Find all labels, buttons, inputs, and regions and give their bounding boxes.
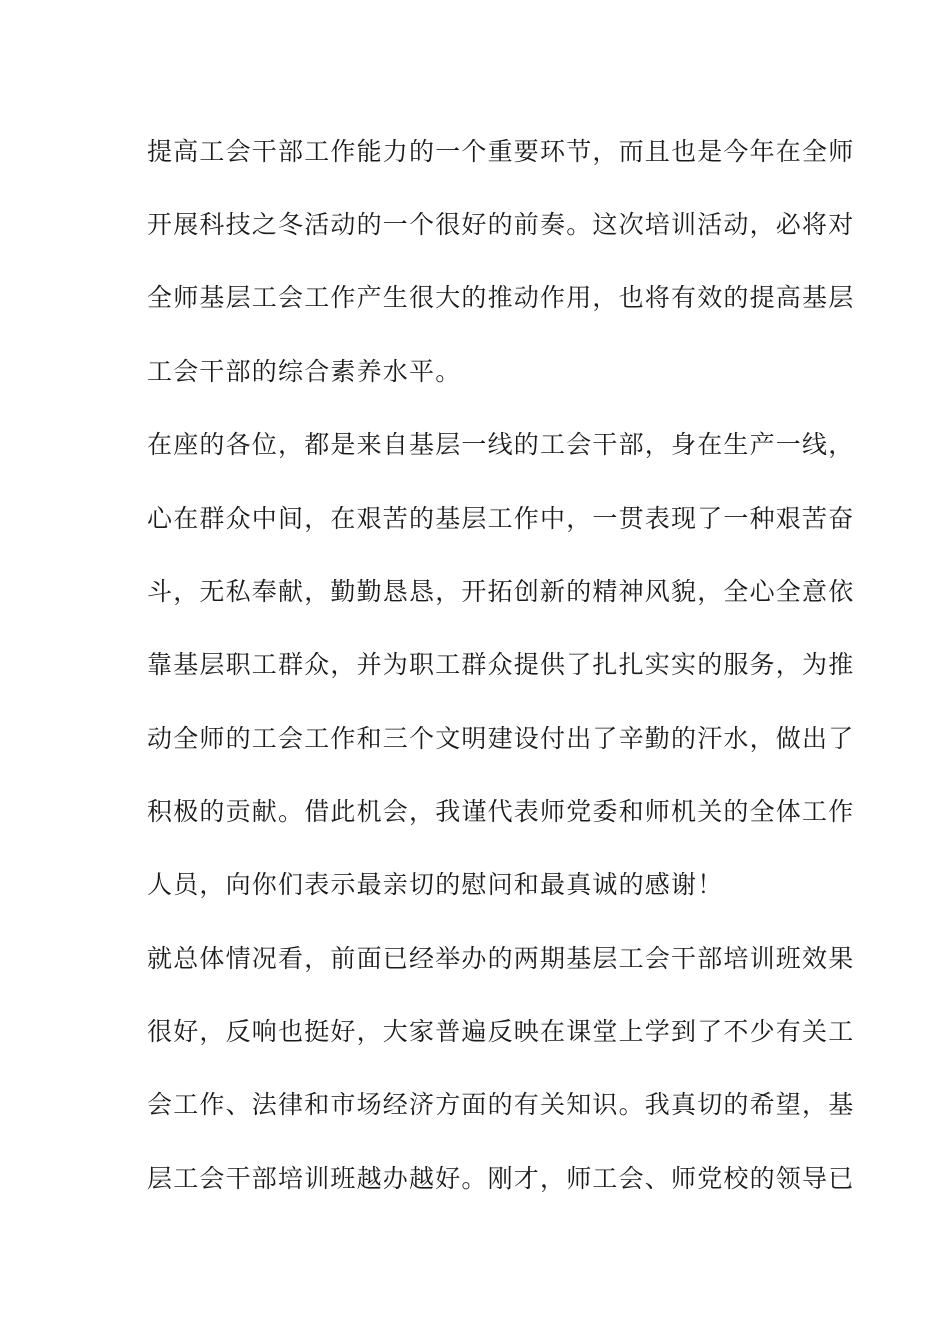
text-line: 人员，向你们表示最亲切的慰问和最真诚的感谢！ [147, 870, 724, 899]
text-line: 会工作、法律和市场经济方面的有关知识。我真切的希望，基 [147, 1090, 855, 1119]
text-line: 心在群众中间，在艰苦的基层工作中，一贯表现了一种艰苦奋 [147, 504, 855, 533]
text-line: 开展科技之冬活动的一个很好的前奏。这次培训活动，必将对 [147, 210, 855, 239]
text-line: 提高工会干部工作能力的一个重要环节，而且也是今年在全师 [147, 137, 855, 166]
text-line: 斗，无私奉献，勤勤恳恳，开拓创新的精神风貌，全心全意依 [147, 577, 855, 606]
text-line: 很好，反响也挺好，大家普遍反映在课堂上学到了不少有关工 [147, 1017, 855, 1046]
text-line: 积极的贡献。借此机会，我谨代表师党委和师机关的全体工作 [147, 797, 855, 826]
text-line: 靠基层职工群众，并为职工群众提供了扎扎实实的服务，为推 [147, 650, 855, 679]
text-line: 工会干部的综合素养水平。 [147, 357, 462, 386]
text-line: 全师基层工会工作产生很大的推动作用，也将有效的提高基层 [147, 283, 855, 312]
text-line: 在座的各位，都是来自基层一线的工会干部，身在生产一线， [147, 430, 855, 459]
text-line: 层工会干部培训班越办越好。刚才，师工会、师党校的领导已 [147, 1164, 855, 1193]
text-line: 就总体情况看，前面已经举办的两期基层工会干部培训班效果 [147, 944, 855, 973]
text-line: 动全师的工会工作和三个文明建设付出了辛勤的汗水，做出了 [147, 724, 855, 753]
